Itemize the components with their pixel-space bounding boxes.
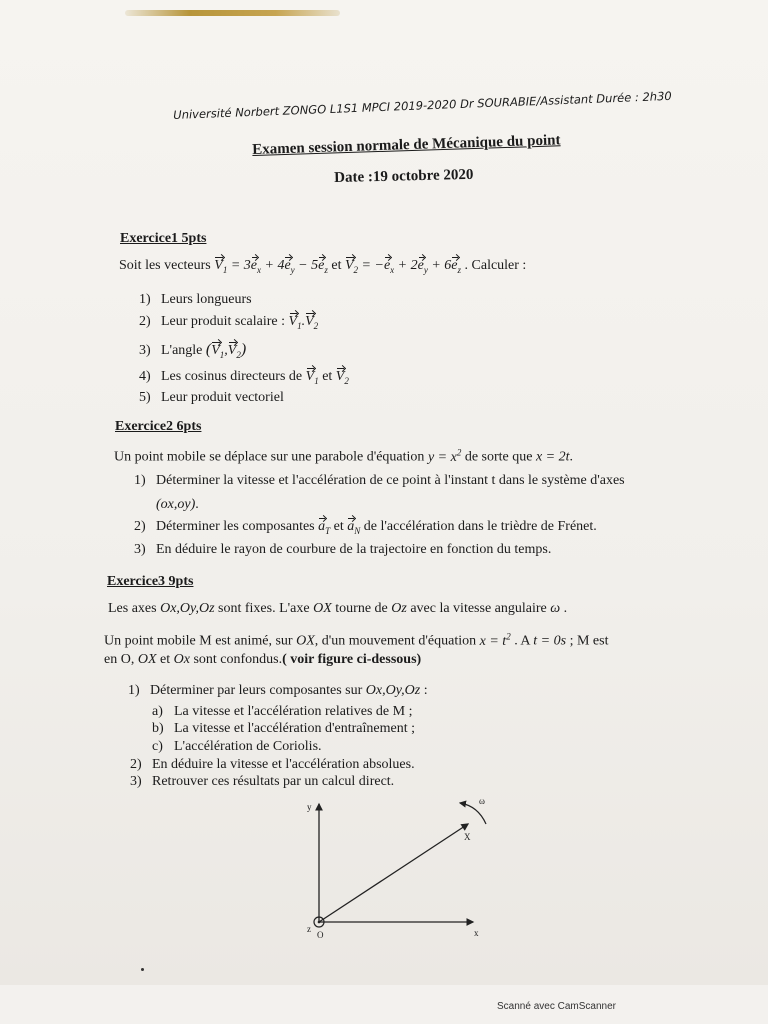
intro-prefix: Soit les vecteurs [119,258,211,273]
label-omega: ω [479,796,485,806]
ex1-item-3: 3) L'angle $(V_1,V_2)$ [139,341,247,360]
vector-v2-equation: $V_2 = -e_x + 2e_y + 6e_z$ [344,258,462,275]
exercise1-intro [119,258,526,275]
ex3-item-2: 2) En déduire la vitesse et l'accélération absolues. [130,757,415,772]
rotation-arrow [460,803,486,824]
ex1-item-1: 1) Leurs longueurs [139,292,252,307]
vector-v1-equation: $V_1 = 3e_x + 4e_y - 5e_z$ [214,258,328,275]
rotating-axes-figure [290,790,500,945]
exercise1-title: Exercice1 5pts [120,231,207,246]
label-z: z [307,924,311,934]
v1-symbol: V [214,258,223,273]
exercise2-intro: Un point mobile se déplace sur une parabole d'équation $y = x^2$ de sorte que x = 2t. [114,447,574,465]
ex3-item-1: 1) Déterminer par leurs composantes sur Ox,Oy,Oz : [128,683,428,698]
exercise3-title: Exercice3 9pts [107,574,194,589]
calculer-word: . Calculer : [464,258,527,273]
camscanner-footer: Scanné avec CamScanner [497,1001,616,1012]
label-O: O [317,930,324,940]
ex2-item-1-axes: (ox,oy). [156,497,199,512]
ex2-item-3: 3) En déduire le rayon de courbure de la trajectoire en fonction du temps. [134,542,552,557]
ex3-sub-a: a) La vitesse et l'accélération relatives de M ; [152,704,413,719]
ex1-item-2: 2) Leur produit scalaire : $V_1.V_2$ [139,314,319,331]
label-x: x [474,928,479,938]
ex2-item-2: 2) Déterminer les composantes $a_T$ et $a_N$ de l'accélération dans le trièdre de Frénet. [134,519,597,536]
label-X: X [464,832,471,842]
exercise2-title: Exercice2 6pts [115,419,202,434]
exercise3-line1: Les axes Ox,Oy,Oz sont fixes. L'axe OX tourne de Oz avec la vitesse angulaire ω . [108,601,568,616]
ex3-sub-c: c) L'accélération de Coriolis. [152,739,322,754]
exercise3-line3: en O, OX et Ox sont confondus.( voir figure ci-dessous) [104,652,422,667]
exam-date: Date :19 octobre 2020 [334,166,474,186]
ex2-item-1: 1) Déterminer la vitesse et l'accélération de ce point à l'instant t dans le système d'axes [134,473,625,488]
ex3-sub-b: b) La vitesse et l'accélération d'entraînement ; [152,721,415,736]
stray-dot [141,968,144,971]
exercise3-line2: Un point mobile M est animé, sur OX, d'un mouvement d'équation $x = t^2$ . A t = 0s ; M est [104,631,609,649]
university-header: Université Norbert ZONGO L1S1 MPCI 2019-2020 Dr SOURABIE/Assistant Durée : 2h30 [173,88,672,122]
ex1-item-5: 5) Leur produit vectoriel [139,390,284,405]
exam-title: Examen session normale de Mécanique du point [252,132,561,158]
ex3-item-3: 3) Retrouver ces résultats par un calcul direct. [130,774,395,789]
label-y: y [307,802,312,812]
and-word: et [331,258,342,273]
rotating-X-axis [319,824,468,922]
scan-highlight-stripe [125,10,340,16]
origin-dot [318,921,321,924]
ex1-item-4: 4) Les cosinus directeurs de $V_1$ et $V_2$ [139,369,349,386]
